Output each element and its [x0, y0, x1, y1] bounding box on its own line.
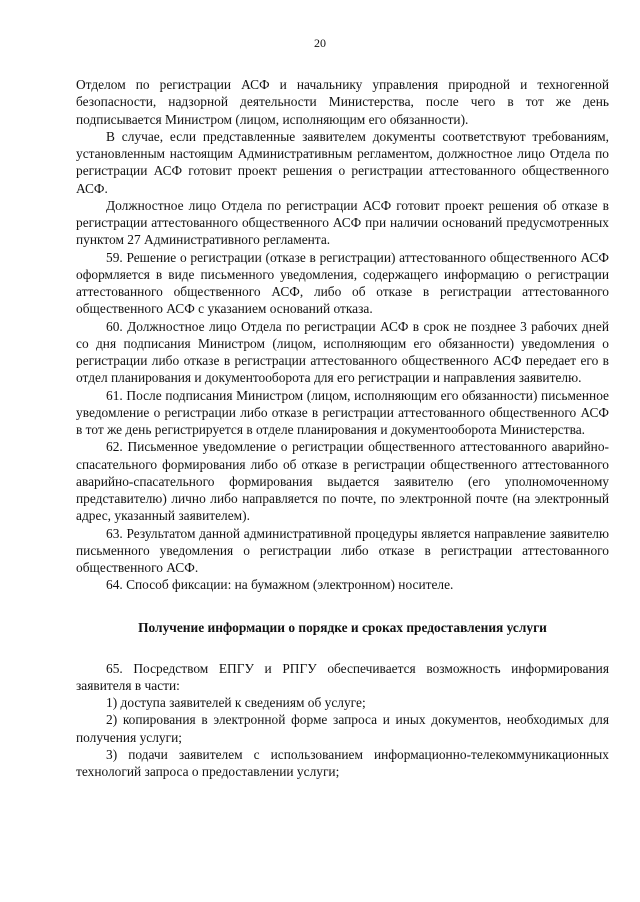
document-body — [76, 76, 609, 780]
paragraph-continuation: Отделом по регистрации АСФ и начальнику управления природной и техногенной безопасности, надзорной деятельности Министерства, после чего в тот же день подписывается Министром (лицом, исполняющим его обязанности). — [76, 77, 609, 127]
page-number: 20 — [314, 36, 326, 50]
paragraph-62: 62. Письменное уведомление о регистрации общественного аттестованного аварийно-спасательного формирования либо об отказе в регистрации общественного аттестованного аварийно-спасательного формирования выдается заявителю (его уполномоченному представителю) лично либо направляется по почте, по электронной почте (на электронный адрес, указанный заявителем). — [76, 439, 609, 524]
section-heading: Получение информации о порядке и сроках предоставления услуги — [138, 619, 547, 635]
paragraph-refusal-draft: Должностное лицо Отдела по регистрации АСФ готовит проект решения об отказе в регистрации аттестованного общественного АСФ при наличии оснований предусмотренных пунктом 27 Административного регламента. — [76, 197, 609, 248]
paragraph-59: 59. Решение о регистрации (отказе в регистрации) аттестованного общественного АСФ оформляется в виде письменного уведомления, содержащего информацию о регистрации аттестованного общественного АСФ, либо об отказе в регистрации аттестованного общественного АСФ с указанием оснований отказа. — [76, 249, 609, 317]
paragraph-65: 65. Посредством ЕПГУ и РПГУ обеспечивается возможность информирования заявителя в части: — [76, 660, 609, 693]
list-item-1: 1) доступа заявителей к сведениям об услуге; — [106, 695, 366, 710]
paragraph-64: 64. Способ фиксации: на бумажном (электронном) носителе. — [106, 577, 454, 593]
paragraph-60: 60. Должностное лицо Отдела по регистрации АСФ в срок не позднее 3 рабочих дней со дня подписания Министром (лицом, исполняющим его обязанности) уведомления о регистрации либо отказе в регистрации аттестованного общественного АСФ передает его в отдел планирования и документооборота для его регистрации и направления заявителю. — [76, 318, 609, 386]
list-item-3: 3) подачи заявителем с использованием информационно-телекоммуникационных технологий запроса о предоставлении услуги; — [76, 746, 609, 779]
paragraph-compliance-case: В случае, если представленные заявителем документы соответствуют требованиям, установленным настоящим Административным регламентом, должностное лицо Отдела по регистрации АСФ готовит проект решения о регистрации аттестованного общественного АСФ. — [76, 128, 609, 196]
list-item-2: 2) копирования в электронной форме запроса и иных документов, необходимых для получения услуги; — [76, 712, 609, 745]
paragraph-63: 63. Результатом данной административной процедуры является направление заявителю письменного уведомления о регистрации либо отказе в регистрации аттестованного общественного АСФ. — [76, 525, 609, 575]
paragraph-61: 61. После подписания Министром (лицом, исполняющим его обязанности) письменное уведомление о регистрации либо отказе в регистрации аттестованного общественного АСФ в тот же день регистрируется в отделе планирования и документооборота Министерства. — [76, 387, 609, 437]
